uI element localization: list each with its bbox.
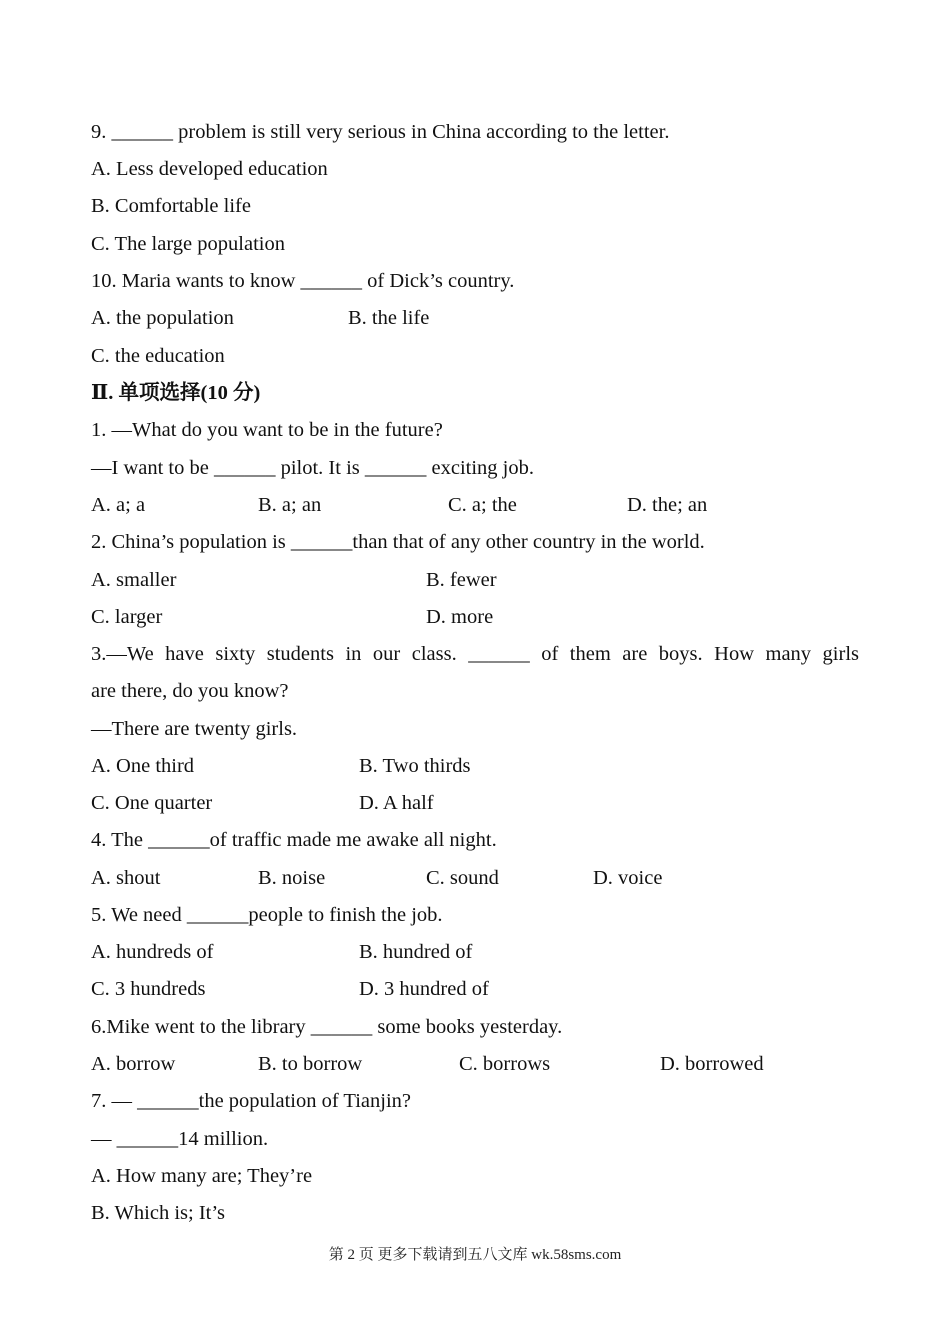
s2-stem: 2. China’s population is ______than that of any other country in the world. <box>91 531 705 553</box>
s7-question: 7. — ______the population of Tianjin? <box>91 1090 412 1112</box>
page-footer: 第 2 页 更多下载请到五八文库 wk.58sms.com <box>328 1247 622 1263</box>
s6-option-a: A. borrow <box>91 1053 176 1075</box>
s6-stem: 6.Mike went to the library ______ some books yesterday. <box>91 1016 563 1038</box>
s5-option-a: A. hundreds of <box>91 941 214 963</box>
s2-option-a: A. smaller <box>91 569 177 591</box>
s4-option-c: C. sound <box>426 867 499 889</box>
s3-stem-line1: 3.—We have sixty students in our class. ______ of them are boys. How many girls <box>91 643 859 665</box>
s3-option-d: D. A half <box>359 792 434 814</box>
s4-option-d: D. voice <box>593 867 663 889</box>
s7-option-a: A. How many are; They’re <box>91 1165 313 1187</box>
s4-option-a: A. shout <box>91 867 161 889</box>
s1-option-c: C. a; the <box>448 494 517 516</box>
s6-option-b: B. to borrow <box>258 1053 363 1075</box>
q9-option-b: B. Comfortable life <box>91 195 251 217</box>
s7-option-b: B. Which is; It’s <box>91 1202 226 1224</box>
s6-option-d: D. borrowed <box>660 1053 764 1075</box>
s1-option-a: A. a; a <box>91 494 146 516</box>
s3-option-b: B. Two thirds <box>359 755 471 777</box>
s2-option-b: B. fewer <box>426 569 497 591</box>
q10-option-c: C. the education <box>91 345 225 367</box>
s5-stem: 5. We need ______people to finish the job. <box>91 904 443 926</box>
s5-option-b: B. hundred of <box>359 941 473 963</box>
s3-option-c: C. One quarter <box>91 792 213 814</box>
q10-option-b: B. the life <box>348 307 430 329</box>
section-title: Ⅱ. 单项选择(10 分) <box>91 382 261 404</box>
s1-option-b: B. a; an <box>258 494 322 516</box>
s5-option-c: C. 3 hundreds <box>91 978 206 1000</box>
s6-option-c: C. borrows <box>459 1053 551 1075</box>
s2-option-d: D. more <box>426 606 494 628</box>
s3-option-a: A. One third <box>91 755 195 777</box>
s2-option-c: C. larger <box>91 606 163 628</box>
q9-stem: 9. ______ problem is still very serious in China according to the letter. <box>91 121 670 143</box>
s5-option-d: D. 3 hundred of <box>359 978 489 1000</box>
s1-question: 1. —What do you want to be in the future? <box>91 419 443 441</box>
s7-answer-line: — ______14 million. <box>91 1128 269 1150</box>
q10-option-a: A. the population <box>91 307 234 329</box>
q10-stem: 10. Maria wants to know ______ of Dick’s country. <box>91 270 515 292</box>
s1-answer-line: —I want to be ______ pilot. It is ______ exciting job. <box>91 457 534 479</box>
s1-option-d: D. the; an <box>627 494 708 516</box>
q9-option-c: C. The large population <box>91 233 285 255</box>
s4-stem: 4. The ______of traffic made me awake all night. <box>91 829 497 851</box>
s3-answer-line: —There are twenty girls. <box>91 718 298 740</box>
q9-option-a: A. Less developed education <box>91 158 328 180</box>
s3-stem-line2: are there, do you know? <box>91 680 289 702</box>
s4-option-b: B. noise <box>258 867 326 889</box>
